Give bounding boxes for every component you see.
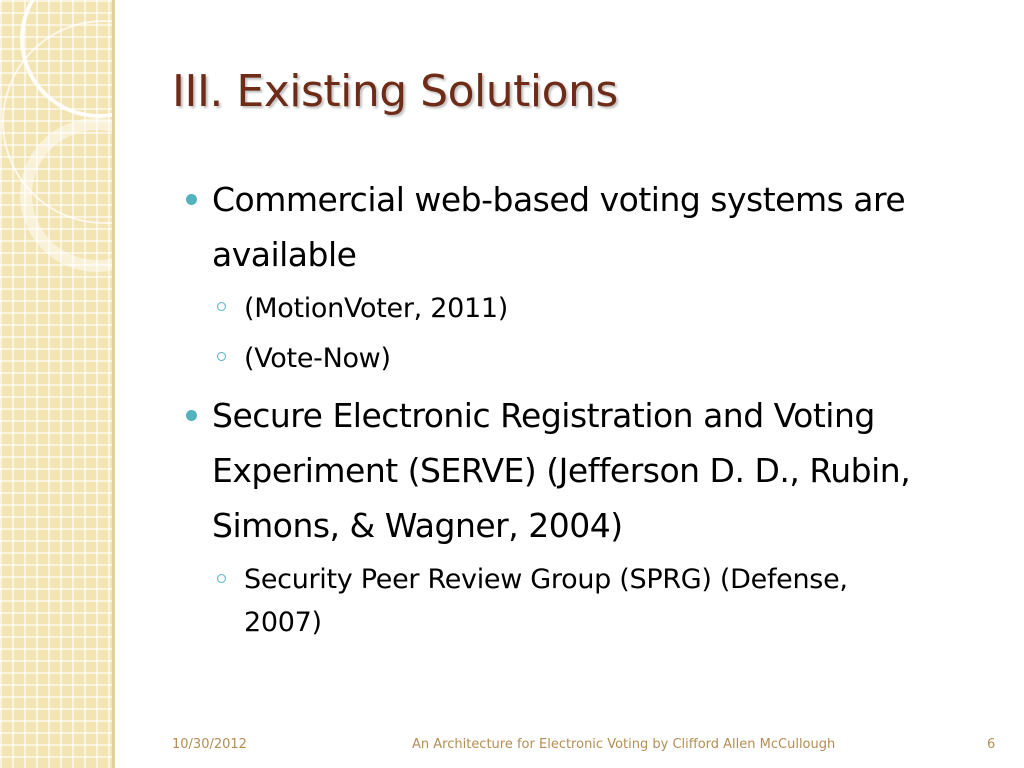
sub-bullet-text: (MotionVoter, 2011) [244,293,508,324]
bullet-text: Secure Electronic Registration and Voting Experiment (SERVE) (Jefferson D. D., Rubin, Simons, & Wagner, 2004) [212,396,911,545]
bullet-dot-icon [186,194,197,205]
sidebar-edge [112,0,115,768]
sub-bullet-text: (Vote-Now) [244,343,391,374]
decorative-sidebar [0,0,112,768]
sub-bullet-text: Security Peer Review Group (SPRG) (Defense, 2007) [244,564,848,638]
sub-bullet-item [186,334,986,384]
bullet-dot-icon [186,410,197,421]
sub-bullet-ring-icon [217,302,226,311]
footer-title: An Architecture for Electronic Voting by Clifford Allen McCullough [412,737,836,752]
sub-bullet-item [186,284,986,334]
sub-bullet-ring-icon [217,352,226,361]
slide-title: III. Existing Solutions [172,66,618,117]
slide-number: 6 [987,737,996,752]
footer-date: 10/30/2012 [172,737,247,752]
sub-bullet-item [186,555,864,644]
sub-bullet-ring-icon [217,574,226,583]
bullet-item [186,172,986,282]
bullet-text: Commercial web-based voting systems are available [212,180,906,274]
slide-content [186,172,986,644]
bullet-item [186,388,986,553]
